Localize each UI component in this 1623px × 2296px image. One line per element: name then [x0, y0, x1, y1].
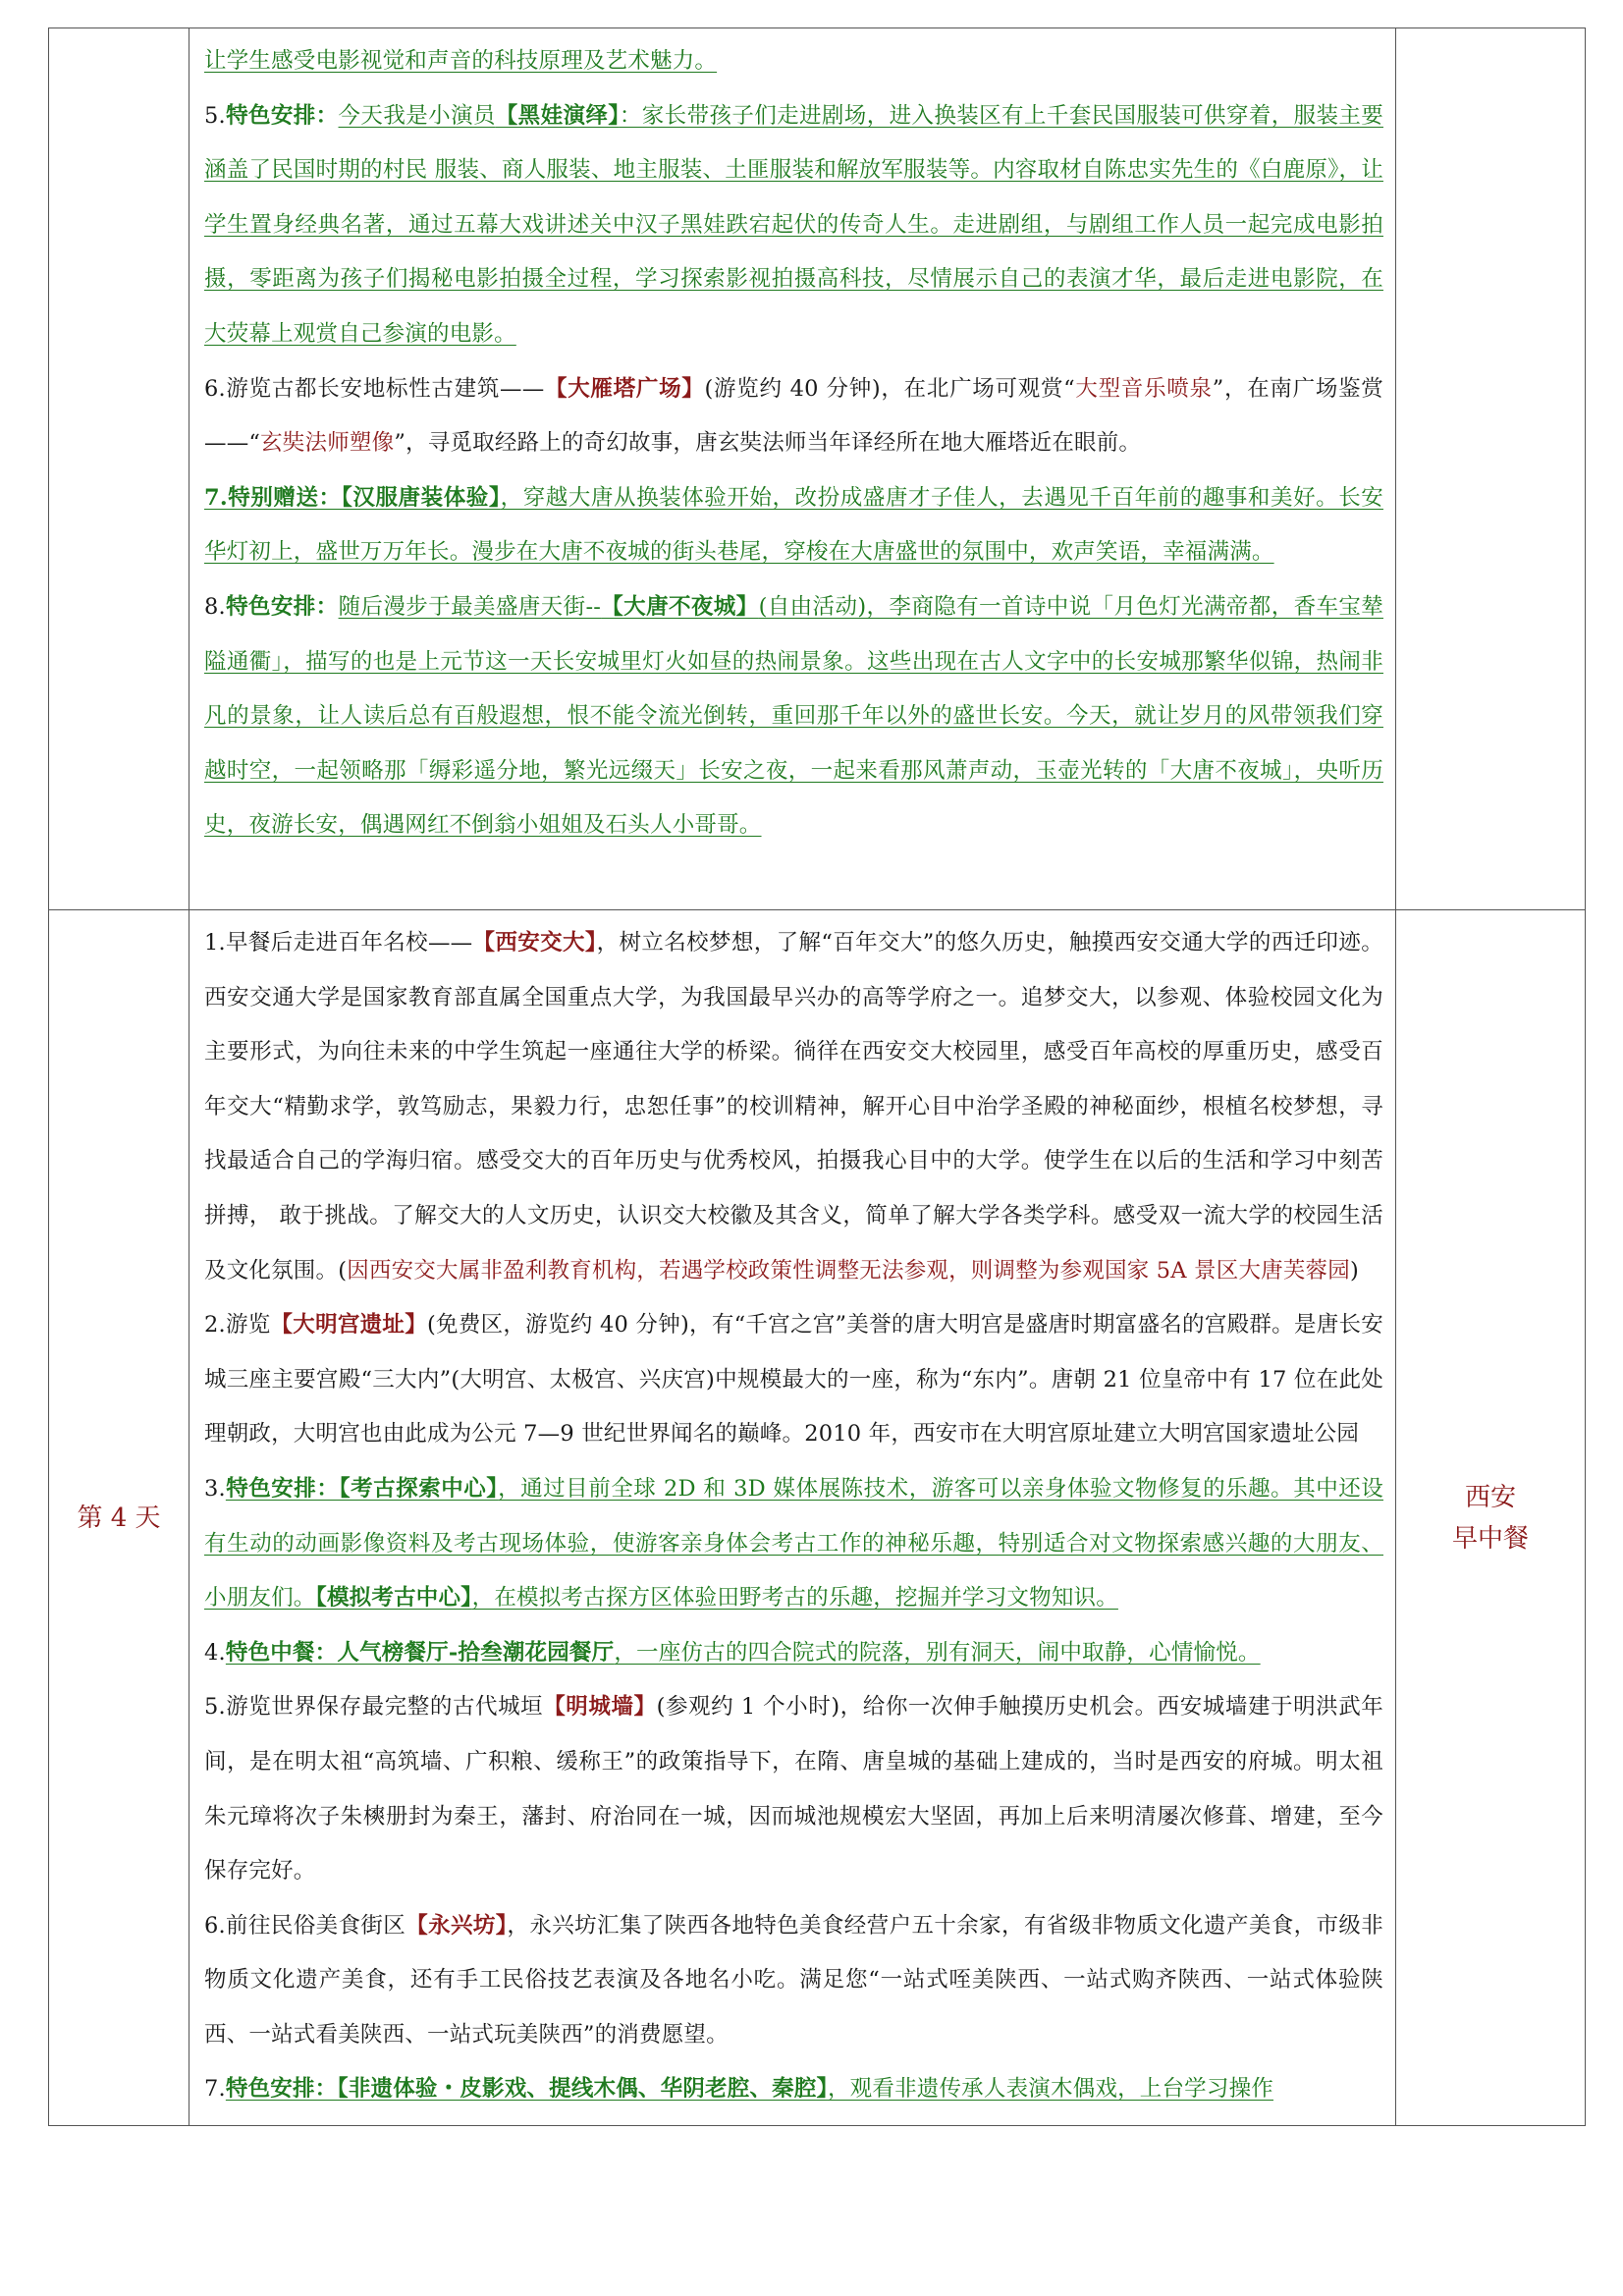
text-segment: ，观看非遗传承人表演木偶戏，上台学习操作 — [827, 2076, 1273, 2103]
itinerary-paragraph — [204, 1462, 1383, 1626]
text-segment: 特色中餐：人气榜餐厅-拾叁潮花园餐厅 — [225, 1639, 615, 1666]
text-segment: 3. — [204, 1475, 226, 1502]
day-label: 第 4 天 — [77, 1503, 161, 1533]
text-segment: ，一座仿古的四合院式的院落，别有洞天，闹中取静，心情愉悦。 — [614, 1639, 1261, 1666]
text-segment: (自由活动)，李商隐有一首诗中说「月色灯光满帝都，香车宝辇隘通衢」，描写的也是上元节这一天长安城里灯火如昼的热闹景象。这些出现在古人文字中的长安城那繁华似锦，热闹非凡的景象，让人读后总有百般遐想，恨不能令流光倒转，重回那千年以外的盛世长安。今天，就让岁月的风带领我们穿越时空，一起领略那「缛彩遥分地，繁光远缀天」长安之夜，一起来看那风萧声动，玉壶光转的「大唐不夜城」，央听历史，夜游长安，偶遇网红不倒翁小姐姐及石头人小哥哥。 — [204, 593, 1383, 839]
itinerary-paragraph — [204, 1626, 1383, 1681]
itinerary-row-day3-continued — [49, 28, 1586, 910]
text-segment: 特色安排：【非遗体验・皮影戏、提线木偶、华阴老腔、秦腔】 — [225, 2076, 828, 2103]
text-segment: 6.前往民俗美食街区 — [204, 1912, 406, 1939]
itinerary-paragraph — [204, 1298, 1383, 1462]
meal-cell — [1396, 910, 1586, 2126]
paragraph-list — [204, 916, 1383, 2117]
itinerary-paragraph — [204, 580, 1383, 853]
day-label-cell — [49, 910, 189, 2126]
itinerary-body — [189, 910, 1396, 2126]
itinerary-table — [48, 27, 1586, 2126]
text-segment: ，树立名校梦想，了解“百年交大”的悠久历史，触摸西安交通大学的西迁印迹。西安交通大学是国家教育部直属全国重点大学，为我国最早兴办的高等学府之一。追梦交大，以参观、体验校园文化为主要形式，为向往未来的中学生筑起一座通往大学的桥梁。徜徉在西安交大校园里，感受百年高校的厚重历史，感受百年交大“精勤求学，敦笃励志，果毅力行，忠恕任事”的校训精神，解开心目中治学圣殿的神秘面纱，根植名校梦想，寻找最适合自己的学海归宿。感受交大的百年历史与优秀校风，拍摄我心目中的大学。使学生在以后的生活和学习中刻苦拼搏， 敢于挑战。了解交大的人文历史，认识交大校徽及其含义，简单了解大学各类学科。感受双一流大学的校园生活及文化氛围。( — [204, 930, 1383, 1284]
text-segment: ：家长带孩子们走进剧场，进入换装区有上千套民国服装可供穿着，服装主要涵盖了民国时期的村民 服装、商人服装、地主服装、土匪服装和解放军服装等。内容取材自陈忠实先生的《白鹿原》，让学生置身经典名著，通过五幕大戏讲述关中汉子黑娃跌宕起伏的传奇人生。走进剧组，与剧组工作人员一起完成电影拍摄，零距离为孩子们揭秘电影拍摄全过程，学习探索影视拍摄高科技，尽情展示自己的表演才华，最后走进电影院，在大荧幕上观赏自己参演的电影。 — [204, 102, 1383, 347]
itinerary-paragraph — [204, 1899, 1383, 2063]
text-segment: ) — [1349, 1257, 1359, 1284]
text-segment: 特色安排：【考古探索中心】 — [225, 1475, 499, 1502]
text-segment: ，穿越大唐从换装体验开始，改扮成盛唐才子佳人，去遇见千百年前的趣事和美好。长安华灯初上，盛世万万年长。漫步在大唐不夜城的街头巷尾，穿梭在大唐盛世的氛围中，欢声笑语，幸福满满。 — [204, 484, 1383, 566]
text-segment: 特色安排： — [225, 102, 339, 129]
text-segment: ，在模拟考古探方区体验田野考古的乐趣，挖掘并学习文物知识。 — [471, 1585, 1118, 1612]
text-segment: 【模拟考古中心】 — [315, 1585, 472, 1612]
text-segment: 【明城墙】 — [543, 1694, 657, 1721]
text-segment: 随后漫步于最美盛唐天街-- — [338, 593, 602, 620]
text-segment: 【黑娃演绎】 — [495, 102, 620, 129]
itinerary-paragraph — [204, 1680, 1383, 1898]
text-segment: ”，在南广场鉴赏——“ — [204, 375, 1384, 457]
text-segment: 大型音乐喷泉 — [1074, 375, 1213, 402]
text-segment: 因西安交大属非盈利教育机构，若遇学校政策性调整无法参观，则调整为参观国家 5A 景区大唐芙蓉园 — [347, 1257, 1350, 1284]
text-segment: 5. — [204, 102, 226, 129]
text-segment: 2.游览 — [204, 1312, 271, 1339]
text-segment: 5.游览世界保存最完整的古代城垣 — [204, 1694, 544, 1721]
text-segment: 让学生感受电影视觉和声音的科技原理及艺术魅力。 — [204, 48, 718, 74]
text-segment: 7.特别赠送：【汉服唐装体验】 — [204, 484, 501, 511]
day-label-cell — [49, 28, 189, 910]
itinerary-paragraph — [204, 471, 1383, 580]
text-segment: 特色安排： — [225, 593, 339, 620]
text-segment: 8. — [204, 593, 226, 620]
itinerary-paragraph — [204, 2062, 1383, 2117]
text-segment: 1.早餐后走进百年名校—— — [204, 930, 473, 956]
text-segment: 7. — [204, 2076, 226, 2103]
meal-info: 早中餐 — [1451, 1523, 1529, 1554]
text-segment: (游览约 40 分钟)，在北广场可观赏“ — [704, 375, 1075, 402]
itinerary-row-day4 — [49, 910, 1586, 2126]
text-segment: 玄奘法师塑像 — [260, 430, 395, 457]
text-segment: 4. — [204, 1639, 226, 1666]
meal-city: 西安 — [1464, 1482, 1516, 1512]
text-segment: (免费区，游览约 40 分钟)，有“千宫之宫”美誉的唐大明宫是盛唐时期富盛名的宫殿群。是唐长安城三座主要宫殿“三大内”(大明宫、太极宫、兴庆宫)中规模最大的一座，称为“东内”。唐朝 21 位皇帝中有 17 位在此处理朝政，大明宫也由此成为公元 7—9 世纪世界闻名的巅峰。2010 年，西安市在大明宫原址建立大明宫国家遗址公园 — [204, 1312, 1383, 1448]
itinerary-paragraph — [204, 916, 1383, 1298]
text-segment: 【永兴坊】 — [406, 1912, 508, 1939]
paragraph-list — [204, 34, 1383, 853]
text-segment: ，永兴坊汇集了陕西各地特色美食经营户五十余家，有省级非物质文化遗产美食，市级非物质文化遗产美食，还有手工民俗技艺表演及各地名小吃。满足您“一站式咥美陕西、一站式购齐陕西、一站式体验陕西、一站式看美陕西、一站式玩美陕西”的消费愿望。 — [204, 1912, 1383, 2048]
itinerary-paragraph — [204, 34, 1383, 89]
itinerary-paragraph — [204, 89, 1383, 362]
text-segment: 6.游览古都长安地标性古建筑—— — [204, 375, 545, 402]
text-segment: 【西安交大】 — [472, 930, 597, 956]
text-segment: ”，寻觅取经路上的奇幻故事，唐玄奘法师当年译经所在地大雁塔近在眼前。 — [394, 430, 1142, 457]
text-segment: 【大雁塔广场】 — [544, 375, 705, 402]
text-segment: ，通过目前全球 2D 和 3D 媒体展陈技术，游客可以亲身体验文物修复的乐趣。其中还设有生动的动画影像资料及考古现场体验，使游客亲身体会考古工作的神秘乐趣，特别适合对文物探索感兴趣的大朋友、小朋友们。 — [204, 1475, 1383, 1612]
meal-cell — [1396, 28, 1586, 910]
text-segment: 今天我是小演员 — [338, 102, 496, 129]
itinerary-paragraph — [204, 362, 1383, 471]
text-segment: (参观约 1 个小时)，给你一次伸手触摸历史机会。西安城墙建于明洪武年间，是在明太祖“高筑墙、广积粮、缓称王”的政策指导下，在隋、唐皇城的基础上建成的，当时是西安的府城。明太祖朱元璋将次子朱樉册封为秦王，藩封、府治同在一城，因而城池规模宏大坚固，再加上后来明清屡次修葺、增建，至今保存完好。 — [204, 1694, 1383, 1885]
text-segment: 【大唐不夜城】 — [601, 593, 759, 620]
itinerary-body — [189, 28, 1396, 910]
text-segment: 【大明宫遗址】 — [270, 1312, 427, 1339]
